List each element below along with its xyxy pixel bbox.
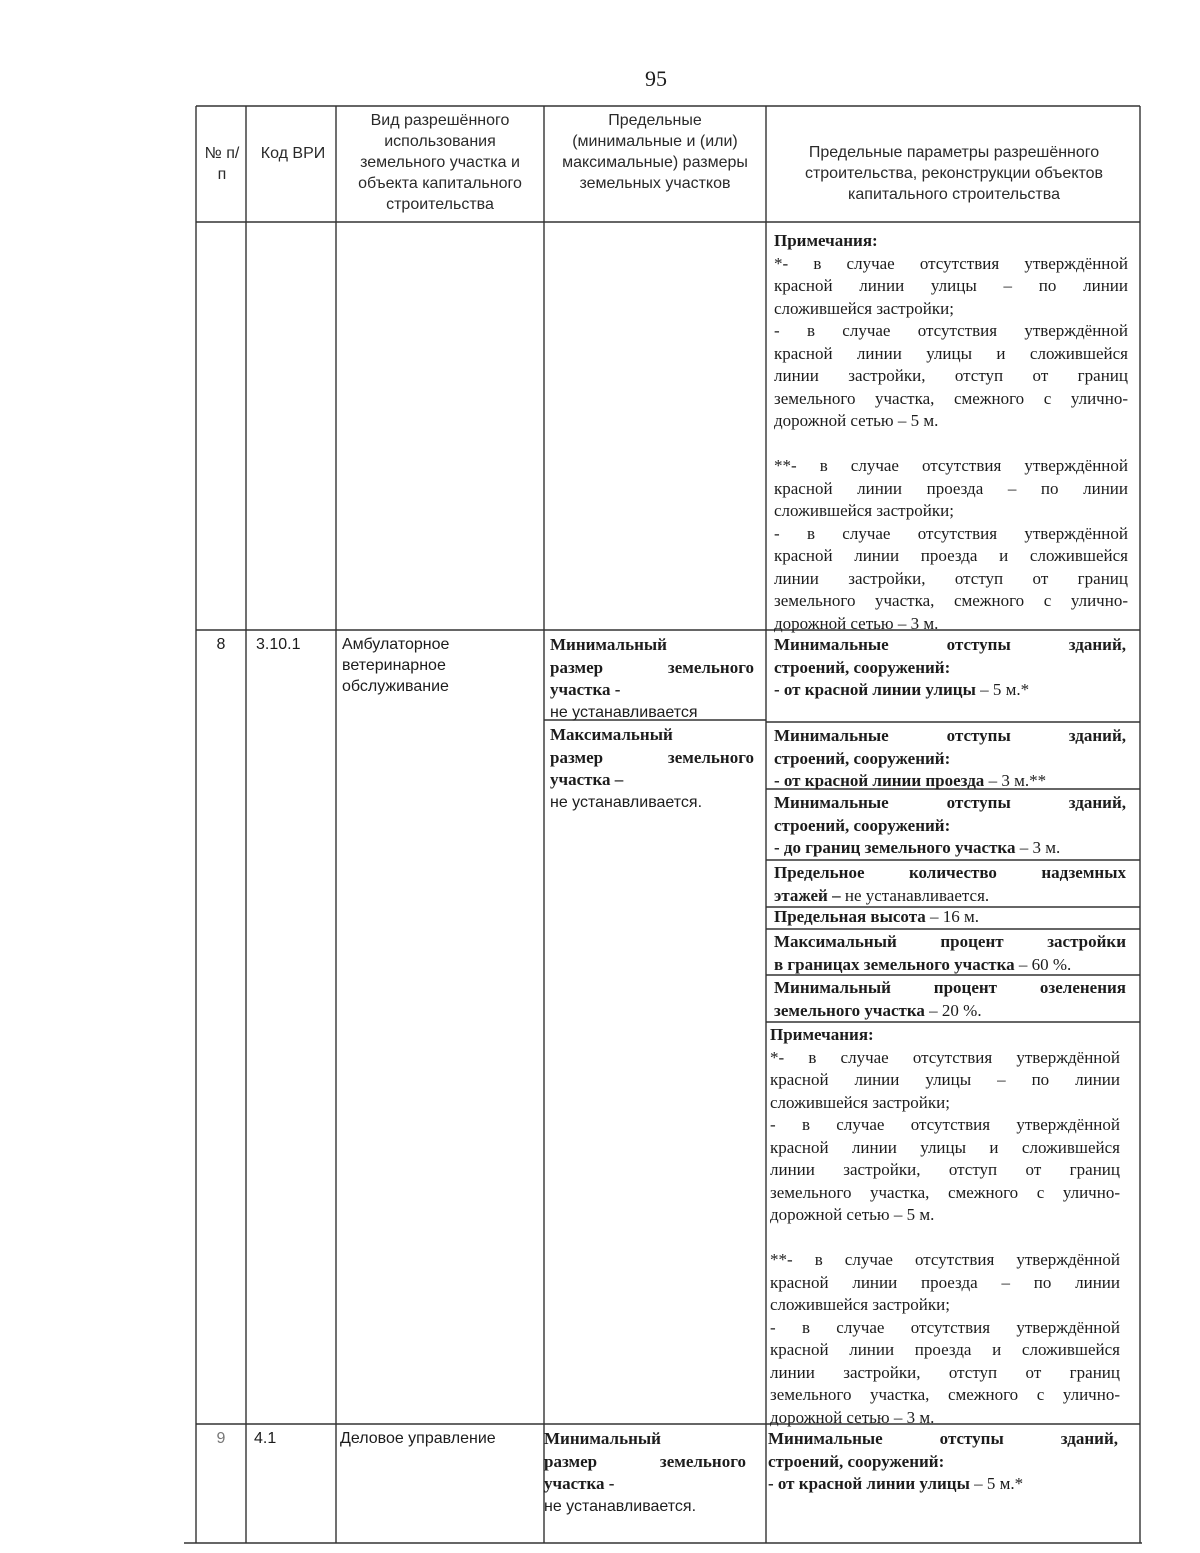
row-8-notes (770, 1024, 1120, 1429)
notes-continuation (774, 230, 1128, 635)
note-line: дорожной сетью – 3 м. (774, 613, 939, 633)
row-8-param-floors: Предельное количество надземных этажей – не устанавливается. (774, 863, 1126, 905)
note-line: красной линии проезда и сложившейся (770, 1340, 1120, 1359)
row-8-param-height: Предельная высота – 16 м. (774, 907, 980, 926)
row-8-param-max-coverage: Максимальный процент застройки в границах земельного участка – 60 %. (774, 932, 1126, 974)
header-col-size: Предельные (минимальные и (или) максимальные) размеры земельных участков (562, 112, 748, 192)
note-line: красной линии улицы – по линии (774, 276, 1128, 295)
row-9-number: 9 (216, 1430, 226, 1447)
row-8-param-min-greenery: Минимальный процент озеленения земельного участка – 20 %. (774, 978, 1126, 1020)
note-line: земельного участка, смежного с улично- (774, 388, 1128, 408)
note-line: красной линии улицы – по линии (770, 1070, 1120, 1089)
header-col-kind: Вид разрешённого использования земельного участка и объекта капитального строительства (358, 112, 522, 213)
row-8-max-size: Максимальный размер земельного участка – не устанавливается. (550, 725, 754, 811)
notes-title: Примечания: (770, 1025, 874, 1044)
notes-title: Примечания: (774, 231, 878, 250)
note-line: красной линии улицы и сложившейся (770, 1137, 1120, 1157)
row-9-min-size: Минимальный размер земельного участка - не устанавливается. (544, 1429, 746, 1515)
row-8-min-size: Минимальный размер земельного участка - не устанавливается (550, 635, 754, 721)
note-line: - в случае отсутствия утверждённой (770, 1115, 1120, 1134)
note-line: дорожной сетью – 5 м. (770, 1205, 935, 1224)
header-col-number: № п/п (204, 145, 240, 183)
note-line: **- в случае отсутствия утверждённой (770, 1250, 1120, 1269)
note-line: красной линии проезда – по линии (774, 478, 1128, 498)
row-9-code: 4.1 (254, 1430, 277, 1447)
row-8-param-boundary-setback: Минимальные отступы зданий, строений, сооружений: - до границ земельного участка – 3 м. (774, 793, 1126, 857)
note-line: сложившейся застройки; (770, 1092, 950, 1112)
note-line: красной линии проезда – по линии (770, 1272, 1120, 1292)
row-8-number: 8 (216, 636, 226, 653)
note-line: - в случае отсутствия утверждённой (770, 1317, 1120, 1337)
note-line: земельного участка, смежного с улично- (770, 1182, 1120, 1202)
row-9-param-street-setback: Минимальные отступы зданий, строений, сооружений: - от красной линии улицы – 5 м.* (768, 1429, 1118, 1493)
row-8-param-driveway-setback: Минимальные отступы зданий, строений, сооружений: - от красной линии проезда – 3 м.** (774, 726, 1126, 790)
note-line: сложившейся застройки; (774, 501, 954, 520)
note-line: **- в случае отсутствия утверждённой (774, 456, 1128, 475)
note-line: сложившейся застройки; (774, 298, 954, 318)
row-8-kind: Амбулаторное ветеринарное обслуживание (342, 636, 450, 695)
row-8-code: 3.10.1 (256, 636, 301, 653)
note-line: - в случае отсутствия утверждённой (774, 523, 1128, 543)
note-line: сложившейся застройки; (770, 1295, 950, 1314)
note-line: дорожной сетью – 3 м. (770, 1407, 935, 1427)
note-line: *- в случае отсутствия утверждённой (770, 1047, 1120, 1067)
note-line: земельного участка, смежного с улично- (774, 591, 1128, 610)
row-9-kind: Деловое управление (340, 1430, 496, 1447)
note-line: красной линии проезда и сложившейся (774, 546, 1128, 565)
note-line: линии застройки, отступ от границ (774, 568, 1128, 588)
header-col-params: Предельные параметры разрешённого строительства, реконструкции объектов капитального строительства (804, 144, 1104, 203)
row-8-param-street-setback: Минимальные отступы зданий, строений, сооружений: - от красной линии улицы – 5 м.* (774, 635, 1126, 699)
note-line: линии застройки, отступ от границ (774, 366, 1128, 385)
note-line: красной линии улицы и сложившейся (774, 343, 1128, 363)
note-line: линии застройки, отступ от границ (770, 1160, 1120, 1179)
page-number: 95 (645, 66, 667, 91)
note-line: земельного участка, смежного с улично- (770, 1385, 1120, 1404)
note-line: линии застройки, отступ от границ (770, 1362, 1120, 1382)
note-line: *- в случае отсутствия утверждённой (774, 253, 1128, 273)
header-col-code: Код ВРИ (260, 145, 326, 162)
note-line: - в случае отсутствия утверждённой (774, 321, 1128, 340)
note-line: дорожной сетью – 5 м. (774, 411, 939, 430)
